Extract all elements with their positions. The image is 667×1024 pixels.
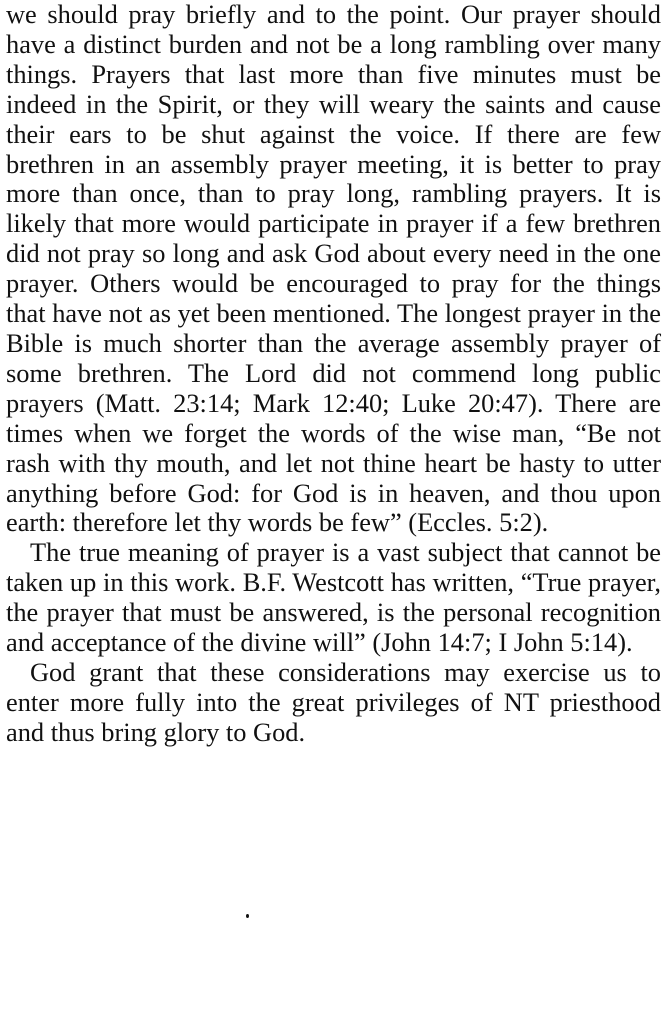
paragraph-meaning-of-prayer: The true meaning of prayer is a vast subject that cannot be taken up in this work. B.F. Westcott has written, “True prayer, the prayer that must be answered, is the personal recognition and acceptance of the divine will” (John 14:7; I John 5:14). <box>6 537 661 658</box>
body-text <box>6 0 661 748</box>
paragraph-prayer-brevity: we should pray briefly and to the point. Our prayer should have a distinct burden and not be a long rambling over many things. Prayers that last more than five minutes must be indeed in the Spirit, or they will weary the saints and cause their ears to be shut against the voice. If there are few brethren in an assembly prayer meeting, it is better to pray more than once, than to pray long, rambling prayers. It is likely that more would participate in prayer if a few brethren did not pray so long and ask God about every need in the one prayer. Others would be encouraged to pray for the things that have not as yet been mentioned. The longest prayer in the Bible is much shorter than the average assembly prayer of some brethren. The Lord did not commend long public prayers (Matt. 23:14; Mark 12:40; Luke 20:47). There are times when we forget the words of the wise man, “Be not rash with thy mouth, and let not thine heart be hasty to utter anything before God: for God is in heaven, and thou upon earth: therefore let thy words be few” (Eccles. 5:2). <box>6 0 661 538</box>
paragraph-closing-blessing: God grant that these considerations may exercise us to enter more fully into the great privileges of NT priesthood and thus bring glory to God. <box>6 656 661 747</box>
stray-ink-mark <box>246 914 249 918</box>
